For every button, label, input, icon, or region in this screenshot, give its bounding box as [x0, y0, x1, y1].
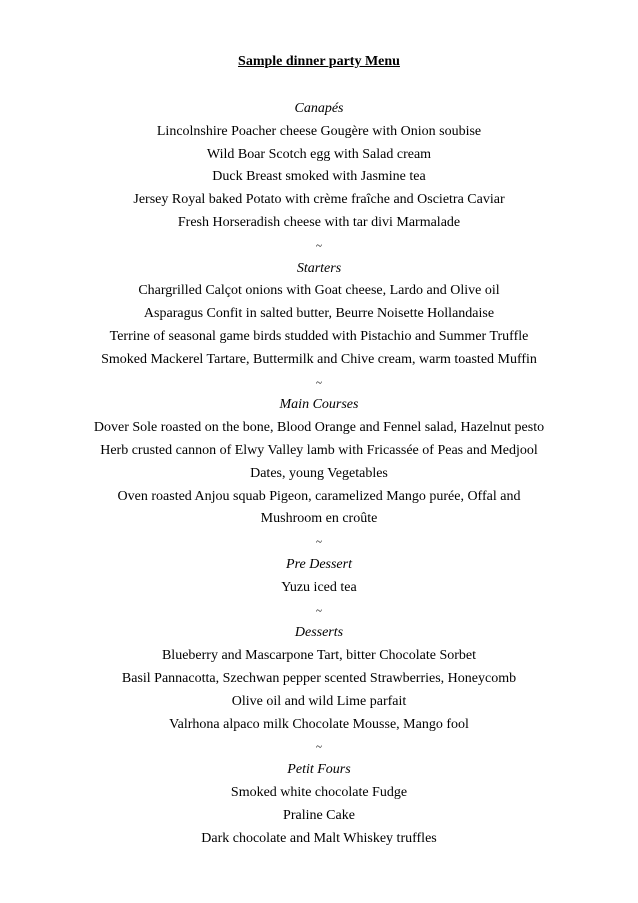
menu-item: Duck Breast smoked with Jasmine tea: [212, 169, 426, 185]
section-separator: ~: [316, 604, 322, 617]
section-separator: ~: [316, 376, 322, 389]
section-heading-petit-fours: Petit Fours: [287, 762, 351, 778]
section-heading-starters: Starters: [296, 260, 342, 276]
menu-item: Smoked Mackerel Tartare, Buttermilk and Chive cream, warm toasted Muffin: [101, 351, 537, 367]
menu-item: Praline Cake: [283, 807, 355, 823]
menu-item: Oven roasted Anjou squab Pigeon, caramelized Mango purée, Offal and: [117, 488, 521, 504]
menu-item: Herb crusted cannon of Elwy Valley lamb with Fricassée of Peas and Medjool: [100, 442, 538, 458]
menu-item: Terrine of seasonal game birds studded with Pistachio and Summer Truffle: [109, 328, 529, 344]
menu-item: Basil Pannacotta, Szechwan pepper scented Strawberries, Honeycomb: [121, 670, 517, 686]
menu-item: Mushroom en croûte: [260, 511, 378, 527]
section-separator: ~: [316, 536, 322, 549]
menu-item: Dates, young Vegetables: [250, 465, 388, 481]
section-heading-desserts: Desserts: [294, 625, 344, 641]
menu-item: Dover Sole roasted on the bone, Blood Orange and Fennel salad, Hazelnut pesto: [93, 420, 545, 436]
section-heading-pre-dessert: Pre Dessert: [286, 556, 352, 572]
menu-item: Lincolnshire Poacher cheese Gougère with Onion soubise: [156, 123, 482, 139]
menu-body: [0, 98, 638, 850]
menu-item: Yuzu iced tea: [281, 579, 357, 595]
section-heading-main-courses: Main Courses: [279, 397, 359, 413]
menu-item: Chargrilled Calçot onions with Goat cheese, Lardo and Olive oil: [138, 283, 500, 299]
menu-title: Sample dinner party Menu: [238, 54, 400, 69]
menu-item: Jersey Royal baked Potato with crème fraîche and Oscietra Caviar: [133, 192, 505, 208]
menu-item: Fresh Horseradish cheese with tar divi Marmalade: [177, 214, 461, 230]
menu-item: Olive oil and wild Lime parfait: [231, 693, 407, 709]
menu-item: Valrhona alpaco milk Chocolate Mousse, Mango fool: [169, 716, 469, 732]
section-heading-canapes: Canapés: [294, 101, 344, 116]
menu-item: Asparagus Confit in salted butter, Beurre Noisette Hollandaise: [143, 306, 495, 322]
section-separator: ~: [316, 741, 322, 754]
menu-item: Wild Boar Scotch egg with Salad cream: [206, 146, 432, 162]
menu-item: Dark chocolate and Malt Whiskey truffles: [201, 830, 437, 846]
menu-item: Smoked white chocolate Fudge: [230, 784, 408, 800]
menu-item: Blueberry and Mascarpone Tart, bitter Chocolate Sorbet: [161, 648, 477, 664]
section-separator: ~: [316, 239, 322, 252]
